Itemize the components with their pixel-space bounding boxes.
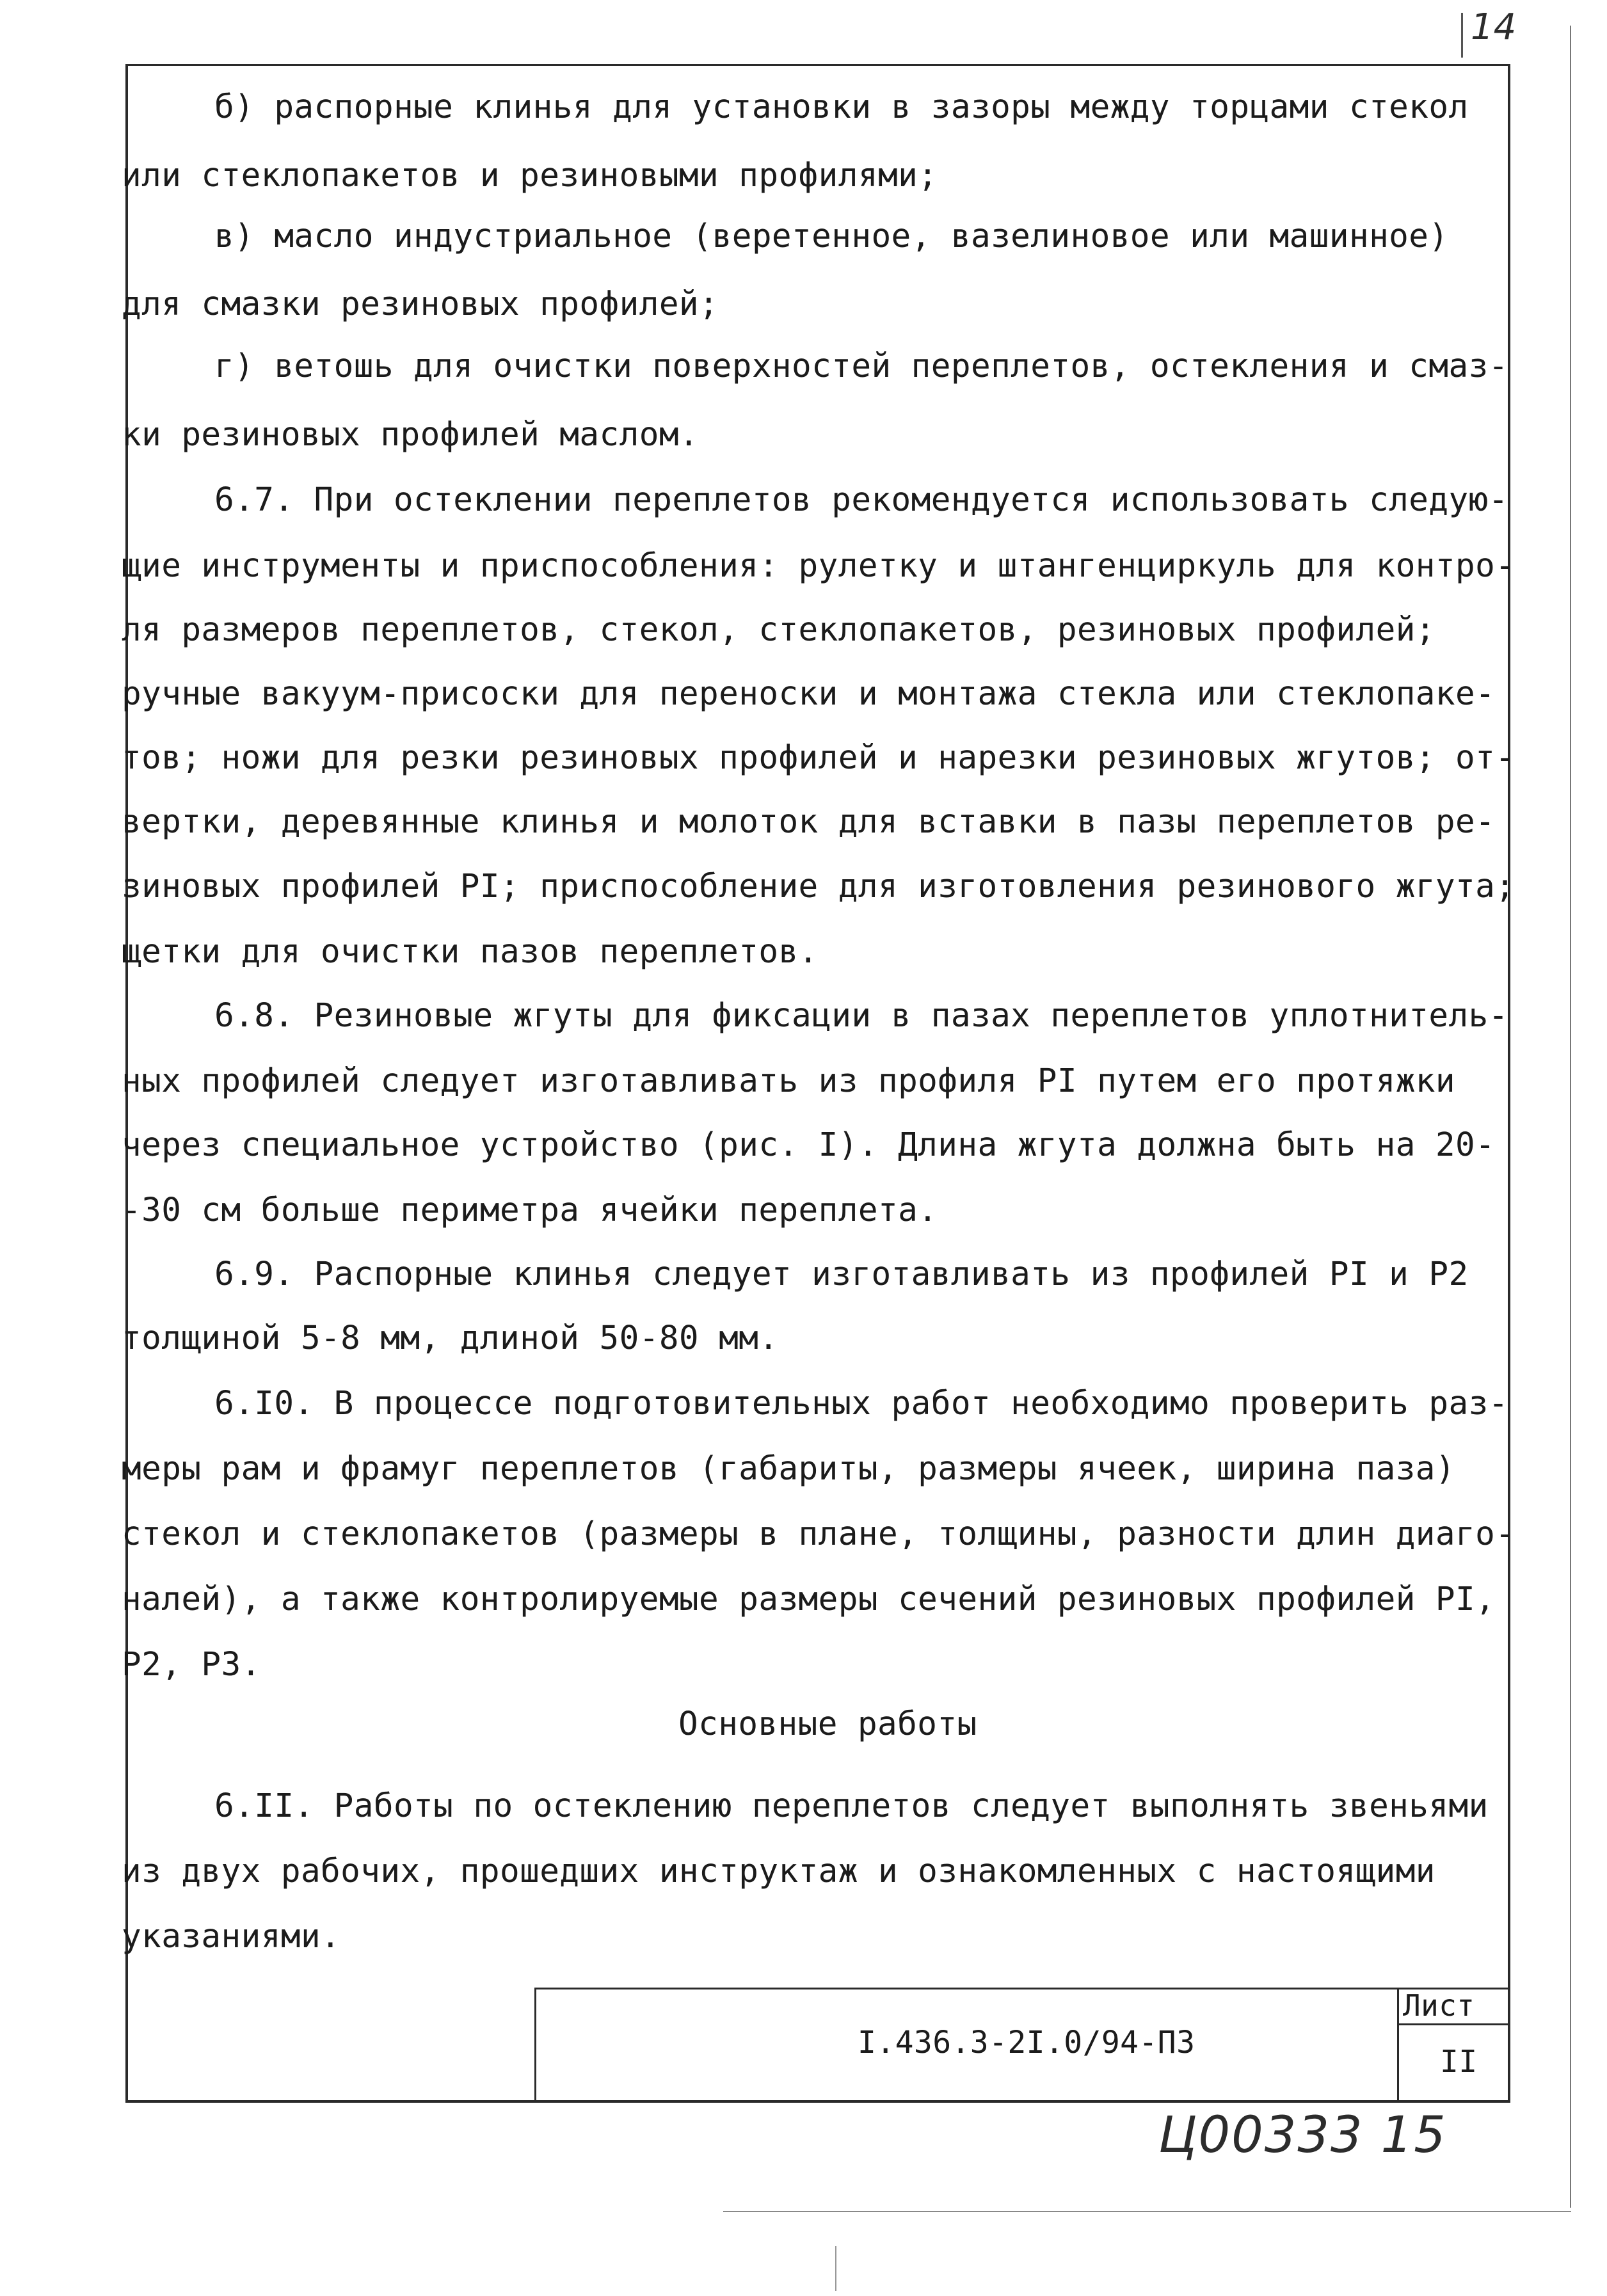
text-line: ля размеров переплетов, стекол, стеклопакетов, резиновых профилей; <box>122 611 1435 649</box>
text-line: -30 см больше периметра ячейки переплета. <box>122 1192 938 1229</box>
corner-page-number: 14 <box>1471 6 1517 48</box>
text-line: или стеклопакетов и резиновыми профилями; <box>122 157 938 195</box>
text-line: ки резиновых профилей маслом. <box>122 416 700 454</box>
text-line: стекол и стеклопакетов (размеры в плане, толщины, разности длин диаго- <box>122 1515 1515 1553</box>
text-line: через специальное устройство (рис. I). Длина жгута должна быть на 20- <box>122 1126 1496 1164</box>
text-line: щие инструменты и приспособления: рулетку и штангенциркуль для контро- <box>122 547 1515 585</box>
scan-edge-line <box>1570 26 1571 2208</box>
text-line: вертки, деревянные клинья и молоток для вставки в пазы переплетов ре- <box>122 803 1496 841</box>
scan-lower-tick <box>835 2246 836 2291</box>
section-heading: Основные работы <box>678 1705 977 1743</box>
scan-bottom-edge-line <box>723 2211 1571 2212</box>
document-code: I.436.3-2I.0/94-ПЗ <box>858 2025 1195 2061</box>
text-line: г) ветошь для очистки поверхностей переплетов, остекления и смаз- <box>214 347 1508 385</box>
text-line: б) распорные клинья для установки в зазоры между торцами стекол <box>214 88 1469 126</box>
sheet-number: II <box>1440 2044 1478 2080</box>
archive-number: Ц00333 15 <box>1158 2107 1447 2164</box>
text-line: P2, P3. <box>122 1646 261 1684</box>
text-line: зиновых профилей PI; приспособление для изготовления резинового жгута; <box>122 868 1515 905</box>
text-line: 6.8. Резиновые жгуты для фиксации в пазах переплетов уплотнитель- <box>214 997 1508 1035</box>
text-line: 6.II. Работы по остеклению переплетов следует выполнять звеньями <box>214 1787 1489 1825</box>
title-block-divider <box>1397 1988 1399 2103</box>
text-line: налей), а также контролируемые размеры сечений резиновых профилей PI, <box>122 1581 1496 1618</box>
text-line: для смазки резиновых профилей; <box>122 285 719 323</box>
text-line: указаниями. <box>122 1918 341 1956</box>
text-line: ных профилей следует изготавливать из профиля PI путем его протяжки <box>122 1062 1456 1100</box>
text-line: меры рам и фрамуг переплетов (габариты, размеры ячеек, ширина паза) <box>122 1450 1456 1488</box>
text-line: ручные вакуум-присоски для переноски и монтажа стекла или стеклопаке- <box>122 675 1496 713</box>
text-line: тов; ножи для резки резиновых профилей и нарезки резиновых жгутов; от- <box>122 739 1515 777</box>
title-block-sheet-divider <box>1399 2023 1510 2025</box>
text-line: 6.7. При остеклении переплетов рекомендуется использовать следую- <box>214 481 1508 519</box>
sheet-label: Лист <box>1403 1988 1475 2023</box>
text-line: в) масло индустриальное (веретенное, вазелиновое или машинное) <box>214 218 1449 255</box>
corner-tick <box>1461 13 1463 58</box>
text-line: 6.9. Распорные клинья следует изготавливать из профилей PI и P2 <box>214 1256 1469 1293</box>
text-line: щетки для очистки пазов переплетов. <box>122 933 819 971</box>
text-line: из двух рабочих, прошедших инструктаж и ознакомленных с настоящими <box>122 1853 1435 1890</box>
text-line: 6.I0. В процессе подготовительных работ необходимо проверить раз- <box>214 1385 1508 1423</box>
text-line: толщиной 5-8 мм, длиной 50-80 мм. <box>122 1319 779 1357</box>
